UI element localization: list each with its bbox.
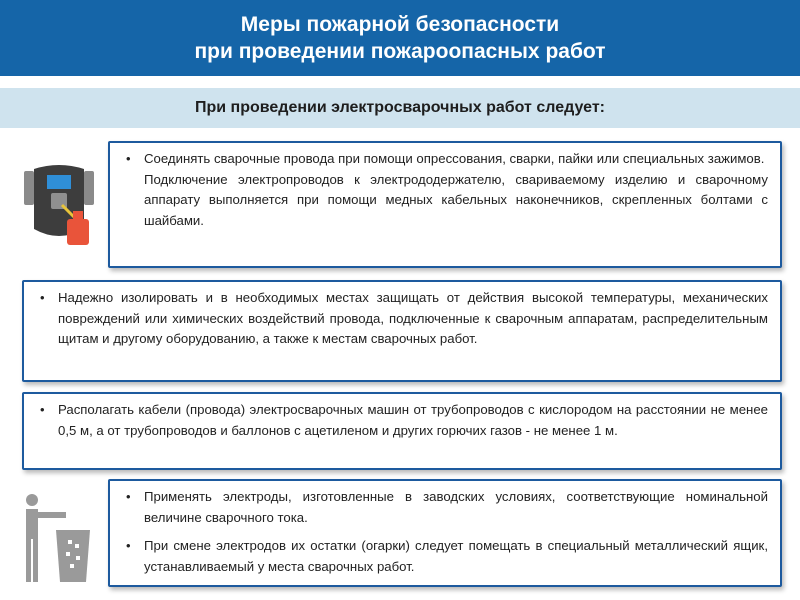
section-subtitle: При проведении электросварочных работ следует: [195, 99, 605, 116]
info-block-4 [108, 479, 782, 587]
page-title-line-1: Меры пожарной безопасности [240, 13, 560, 36]
welding-mask-icon [18, 163, 100, 251]
bullet-item: • Располагать кабели (провода) электросварочных машин от трубопроводов с кислородом на расстоянии не менее 0,5 м, а от трубопроводов и баллонов с ацетиленом и других горючих газов - не менее 1 м. [36, 400, 768, 441]
bullet-item: • Соединять сварочные провода при помощи опрессования, сварки, пайки или специальных зажимов. [122, 149, 768, 170]
bullet-item: • Применять электроды, изготовленные в заводских условиях, соответствующие номинальной величине сварочного тока. [122, 487, 768, 528]
info-block-1 [108, 141, 782, 268]
page-header [0, 0, 800, 76]
info-block-3 [22, 392, 782, 470]
page-title-line-2: при проведении пожароопасных работ [194, 40, 606, 63]
bullet-item: • При смене электродов их остатки (огарки) следует помещать в специальный металлический ящик, устанавливаемый у места сварочных работ. [122, 536, 768, 577]
bullet-item: • Надежно изолировать и в необходимых местах защищать от действия высокой температуры, механических повреждений или химических воздействий провода, подключенные к сварочным аппаратам, распределительным щитам и другому оборудованию, а также к местам сварочных работ. [36, 288, 768, 350]
bullet-continuation: Подключение электропроводов к электрододержателю, свариваемому изделию и сварочному аппарату выполняется при помощи медных кабельных наконечников, скрепленных болтами с шайбами. [144, 171, 768, 228]
trash-bin-icon [18, 492, 100, 584]
section-subheader [0, 88, 800, 128]
info-block-2 [22, 280, 782, 382]
